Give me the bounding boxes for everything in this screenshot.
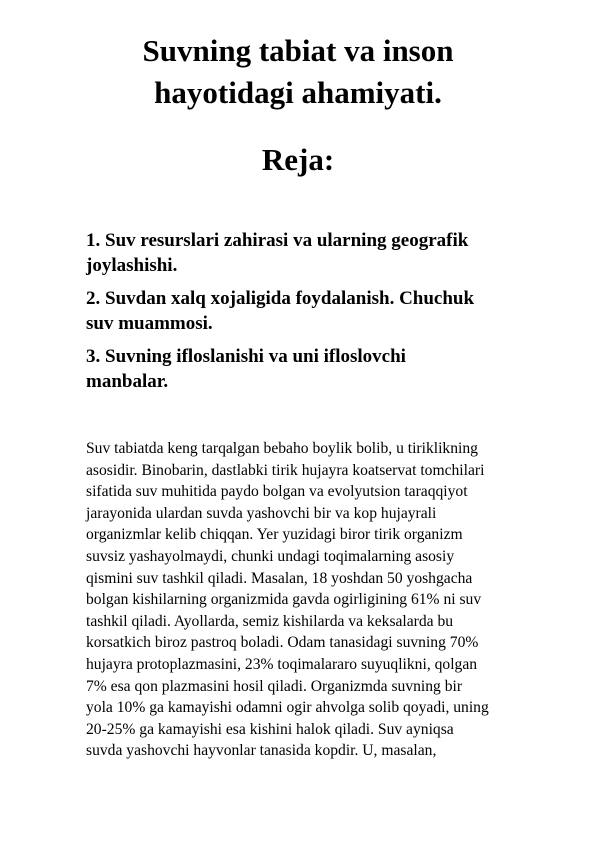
body-line: asosidir. Binobarin, dastlabki tirik hujayra koatservat tomchilari bbox=[86, 461, 485, 479]
body-line: yola 10% ga kamayishi odamni ogir ahvolga solib qoyadi, uning bbox=[86, 699, 489, 717]
plan-item bbox=[86, 228, 556, 278]
plan-item bbox=[86, 286, 556, 336]
plan-item-line: joylashishi. bbox=[86, 255, 178, 276]
body-line: 20-25% ga kamayishi esa kishini halok qiladi. Suv ayniqsa bbox=[86, 720, 454, 738]
plan-heading: Reja: bbox=[261, 142, 335, 177]
body-line: organizmlar kelib chiqqan. Yer yuzidagi biror tirik organizm bbox=[86, 526, 463, 544]
body-line: sifatida suv muhitida paydo bolgan va evolyutsion taraqqiyot bbox=[86, 483, 468, 501]
body-line: qismini suv tashkil qiladi. Masalan, 18 yoshdan 50 yoshgacha bbox=[86, 569, 473, 587]
title-line: hayotidagi ahamiyati. bbox=[154, 75, 442, 110]
body-line: 7% esa qon plazmasini hosil qiladi. Organizmda suvning bir bbox=[86, 677, 463, 695]
title-line: Suvning tabiat va inson bbox=[142, 33, 454, 68]
plan-item-line: 3. Suvning ifloslanishi va uni ifloslovchi bbox=[86, 346, 406, 367]
document-title bbox=[60, 30, 536, 114]
body-line: tashkil qiladi. Ayollarda, semiz kishilarda va keksalarda bu bbox=[86, 612, 454, 630]
body-paragraph bbox=[86, 438, 558, 762]
plan-item bbox=[86, 344, 556, 394]
plan-list bbox=[86, 228, 556, 402]
plan-item-line: 1. Suv resurslari zahirasi va ularning geografik bbox=[86, 230, 469, 251]
body-line: hujayra protoplazmasini, 23% toqimalararo suyuqlikni, qolgan bbox=[86, 655, 478, 673]
plan-item-line: manbalar. bbox=[86, 371, 169, 392]
body-line: suvda yashovchi hayvonlar tanasida kopdir. U, masalan, bbox=[86, 742, 437, 760]
body-line: bolgan kishilarning organizmida gavda ogirligining 61% ni suv bbox=[86, 591, 482, 609]
body-line: jarayonida ulardan suvda yashovchi bir va kop hujayrali bbox=[86, 504, 437, 522]
plan-item-line: suv muammosi. bbox=[86, 313, 213, 334]
body-line: suvsiz yashayolmaydi, chunki undagi toqimalarning asosiy bbox=[86, 547, 455, 565]
body-line: Suv tabiatda keng tarqalgan bebaho boylik bolib, u tiriklikning bbox=[86, 440, 478, 457]
body-line: korsatkich biroz pastroq boladi. Odam tanasidagi suvning 70% bbox=[86, 634, 479, 652]
plan-item-line: 2. Suvdan xalq xojaligida foydalanish. Chuchuk bbox=[86, 288, 475, 309]
